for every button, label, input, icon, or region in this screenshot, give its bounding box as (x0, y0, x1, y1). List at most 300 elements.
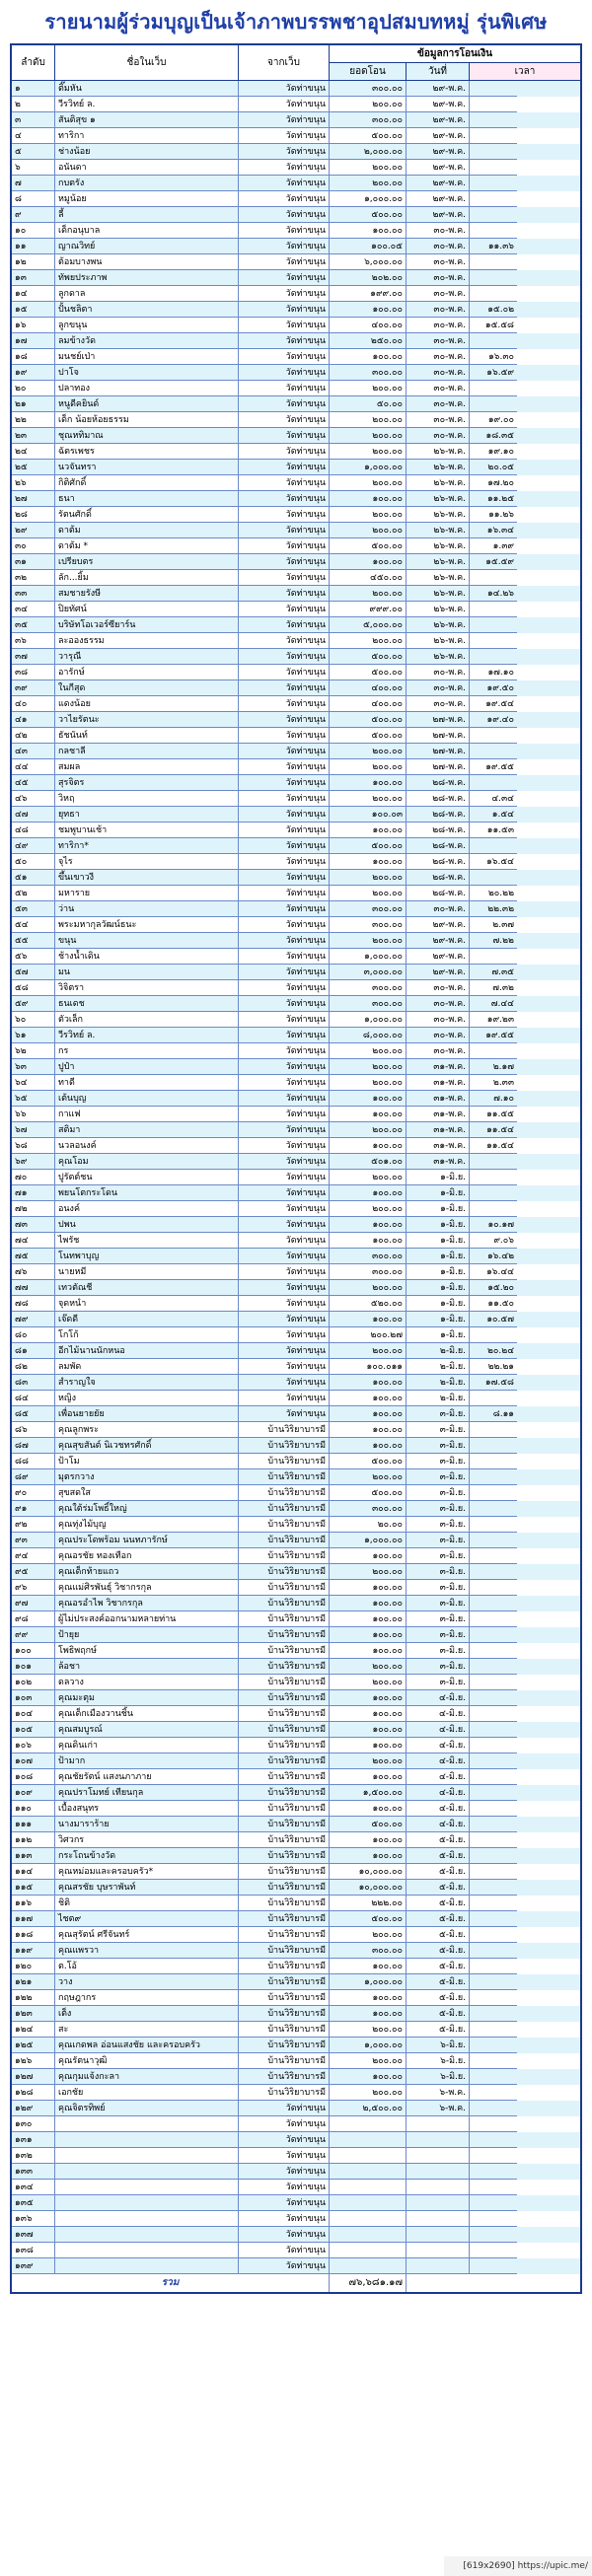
row-amount: ๒๐๐.๐๐ (330, 870, 407, 886)
row-no: ๑๘ (12, 349, 55, 365)
row-name: ปลาทอง (55, 381, 239, 396)
table-row (12, 949, 580, 965)
row-date: ๕-มิ.ย. (407, 1943, 470, 1959)
row-from: วัดท่าขนุน (239, 1264, 330, 1280)
row-name: คุณอรอำไพ วิชากรกุล (55, 1596, 239, 1611)
row-amount: ๒๐๐.๐๐ (330, 1201, 407, 1217)
row-from: วัดท่าขนุน (239, 1138, 330, 1154)
row-amount: ๑๐๐.๐๐ (330, 1738, 407, 1753)
row-from: บ้านวิริยาบารมี (239, 1864, 330, 1880)
row-no: ๑๙ (12, 365, 55, 381)
row-no: ๙ (12, 207, 55, 223)
table-row (12, 523, 580, 538)
row-amount: ๒๐๐.๐๐ (330, 523, 407, 538)
row-from: บ้านวิริยาบารมี (239, 2085, 330, 2101)
row-from: วัดท่าขนุน (239, 239, 330, 254)
row-from: วัดท่าขนุน (239, 270, 330, 286)
row-amount: ๒๐.๐๐ (330, 1517, 407, 1533)
row-date: ๓-มิ.ย. (407, 1643, 470, 1659)
row-name: เพื่อนยายยัย (55, 1406, 239, 1422)
row-name: คุณหม่อมและครอบครัว* (55, 1864, 239, 1880)
row-from: วัดท่าขนุน (239, 444, 330, 460)
row-no: ๘๗ (12, 1438, 55, 1454)
table-row (12, 586, 580, 602)
table-row (12, 1469, 580, 1485)
row-amount: ๑๐๐.๐๐ (330, 1848, 407, 1864)
row-amount: ๑๐๐.๐๐ (330, 1611, 407, 1627)
row-name: ล้อชา (55, 1659, 239, 1675)
row-amount (330, 2227, 407, 2243)
row-name: เทวตัณชี (55, 1280, 239, 1296)
row-no: ๗๙ (12, 1312, 55, 1327)
row-time (470, 176, 517, 191)
row-name: อีกไม้นานนักหนอ (55, 1343, 239, 1359)
row-date: ๒๖-พ.ค. (407, 633, 470, 649)
row-amount: ๓๐๐.๐๐ (330, 1264, 407, 1280)
row-time: ๑๕.๐๒ (470, 302, 517, 318)
row-amount: ๑๐๐.๐๐ (330, 1722, 407, 1738)
row-name: ลมข้างวัด (55, 333, 239, 349)
row-amount: ๓๐๐.๐๐ (330, 1249, 407, 1264)
row-date (407, 2148, 470, 2164)
row-from: บ้านวิริยาบารมี (239, 2022, 330, 2038)
row-name: ลูกดาล (55, 286, 239, 302)
row-date: ๑-มิ.ย. (407, 1327, 470, 1343)
row-amount: ๒๐๐.๐๐ (330, 886, 407, 901)
table-row (12, 365, 580, 381)
row-time (470, 1769, 517, 1785)
table-row (12, 2053, 580, 2069)
row-time: ๗.๓๒ (470, 980, 517, 996)
row-from: วัดท่าขนุน (239, 1249, 330, 1264)
table-row (12, 302, 580, 318)
row-name: ฉัตรเพชร (55, 444, 239, 460)
row-amount (330, 2258, 407, 2274)
row-from: วัดท่าขนุน (239, 2195, 330, 2211)
row-from: วัดท่าขนุน (239, 2243, 330, 2258)
row-time: ๒๐.๐๕ (470, 460, 517, 475)
row-name: ลมพัด (55, 1359, 239, 1375)
row-amount (330, 2211, 407, 2227)
row-time: ๑๙.๑๐ (470, 444, 517, 460)
row-from: บ้านวิริยาบารมี (239, 1753, 330, 1769)
row-date: ๒๘-พ.ค. (407, 807, 470, 823)
table-row (12, 2258, 580, 2274)
table-row (12, 1817, 580, 1832)
row-date: ๕-มิ.ย. (407, 1832, 470, 1848)
row-from: บ้านวิริยาบารมี (239, 1769, 330, 1785)
row-from: วัดท่าขนุน (239, 523, 330, 538)
row-name: เต้นบุญ (55, 1091, 239, 1107)
row-from: วัดท่าขนุน (239, 381, 330, 396)
row-amount: ๒๐๐.๐๐ (330, 1469, 407, 1485)
row-amount: ๑๐๐.๐๐ (330, 1438, 407, 1454)
row-from: วัดท่าขนุน (239, 665, 330, 680)
row-no: ๗๕ (12, 1249, 55, 1264)
row-date: ๒๙-พ.ค. (407, 176, 470, 191)
row-no: ๑๑๔ (12, 1864, 55, 1880)
row-amount: ๒๐๐.๐๐ (330, 381, 407, 396)
row-from: วัดท่าขนุน (239, 491, 330, 507)
row-amount: ๑๐๐.๐๐ (330, 223, 407, 239)
row-date: ๓๐-พ.ค. (407, 333, 470, 349)
row-from: วัดท่าขนุน (239, 2180, 330, 2195)
row-time: ๑๑.๒๕ (470, 491, 517, 507)
row-name: อารักษ์ (55, 665, 239, 680)
row-amount: ๒๐๐.๐๐ (330, 1675, 407, 1690)
table-row (12, 1690, 580, 1706)
row-from: วัดท่าขนุน (239, 428, 330, 444)
table-row (12, 1896, 580, 1911)
row-amount: ๑๐๐.๐๐ (330, 1627, 407, 1643)
table-row (12, 1343, 580, 1359)
row-name: ธนเดช (55, 996, 239, 1012)
row-date: ๓๐-พ.ค. (407, 996, 470, 1012)
row-amount: ๒๐๐.๐๐ (330, 1280, 407, 1296)
row-date: ๓๑-พ.ค. (407, 1107, 470, 1122)
row-from: วัดท่าขนุน (239, 396, 330, 412)
row-no: ๑๑๙ (12, 1943, 55, 1959)
row-date: ๒๙-พ.ค. (407, 112, 470, 128)
row-time (470, 870, 517, 886)
header-date: วันที่ (407, 63, 470, 81)
row-time: ๑๙.๕๔ (470, 696, 517, 712)
row-name (55, 2258, 239, 2274)
row-name (55, 2195, 239, 2211)
row-date: ๒๖-พ.ค. (407, 554, 470, 570)
row-from: วัดท่าขนุน (239, 823, 330, 838)
row-time: ๑๕.๒๐ (470, 1280, 517, 1296)
row-amount: ๒๐๐.๐๐ (330, 1753, 407, 1769)
table-row (12, 428, 580, 444)
row-name: คุณมะตุม (55, 1690, 239, 1706)
row-from: วัดท่าขนุน (239, 365, 330, 381)
row-name: คุณอรชัย ทองเทือก (55, 1548, 239, 1564)
row-from: วัดท่าขนุน (239, 538, 330, 554)
total-label: รวม (12, 2274, 330, 2292)
row-date: ๕-มิ.ย. (407, 1911, 470, 1927)
row-no: ๙๑ (12, 1501, 55, 1517)
row-time (470, 381, 517, 396)
row-no: ๙๘ (12, 1611, 55, 1627)
row-from: วัดท่าขนุน (239, 649, 330, 665)
row-no: ๗๔ (12, 1233, 55, 1249)
row-no: ๑๓๒ (12, 2148, 55, 2164)
row-name: คุณสุขสันต์ นิเวชทรศักดิ์ (55, 1438, 239, 1454)
row-date: ๒๙-พ.ค. (407, 144, 470, 160)
row-name: วีรวิทย์ ล. (55, 1028, 239, 1043)
row-name: ทัพยประภาพ (55, 270, 239, 286)
row-time (470, 1927, 517, 1943)
row-from: บ้านวิริยาบารมี (239, 2053, 330, 2069)
row-amount: ๒๐๐.๐๐ (330, 933, 407, 949)
row-name: กาแฟ (55, 1107, 239, 1122)
row-amount: ๑๐๐.๐๐ (330, 1690, 407, 1706)
row-date: ๕-มิ.ย. (407, 1848, 470, 1864)
row-from: วัดท่าขนุน (239, 1359, 330, 1375)
row-no: ๖๘ (12, 1138, 55, 1154)
row-time (470, 2085, 517, 2101)
table-row (12, 649, 580, 665)
row-name: เอกชัย (55, 2085, 239, 2101)
row-no: ๑๒ (12, 254, 55, 270)
row-time: ๑๕.๕๙ (470, 554, 517, 570)
row-no: ๑ (12, 81, 55, 97)
row-name: ลูกขนุน (55, 318, 239, 333)
donor-table (10, 43, 582, 2294)
row-no: ๑๑๘ (12, 1927, 55, 1943)
table-row (12, 1122, 580, 1138)
row-date: ๓๐-พ.ค. (407, 1043, 470, 1059)
row-name: กฤษฎากร (55, 1990, 239, 2006)
row-date: ๓-มิ.ย. (407, 1564, 470, 1580)
row-from: วัดท่าขนุน (239, 1059, 330, 1075)
row-from: บ้านวิริยาบารมี (239, 1469, 330, 1485)
row-from: วัดท่าขนุน (239, 2164, 330, 2180)
row-no: ๑๒๔ (12, 2022, 55, 2038)
row-date: ๔-มิ.ย. (407, 1690, 470, 1706)
row-name: มุตรกวาง (55, 1469, 239, 1485)
row-amount (330, 2195, 407, 2211)
row-time (470, 1801, 517, 1817)
row-time (470, 1627, 517, 1643)
row-from: บ้านวิริยาบารมี (239, 1817, 330, 1832)
table-row (12, 712, 580, 728)
table-row (12, 1028, 580, 1043)
row-time (470, 1880, 517, 1896)
row-date: ๖-มิ.ย. (407, 2069, 470, 2085)
row-from: บ้านวิริยาบารมี (239, 1580, 330, 1596)
row-name: ทาริกา* (55, 838, 239, 854)
row-time (470, 2258, 517, 2274)
row-name: คุณโอม (55, 1154, 239, 1170)
row-from: วัดท่าขนุน (239, 602, 330, 617)
row-from: วัดท่าขนุน (239, 97, 330, 112)
row-name: ดาต้ม (55, 523, 239, 538)
table-row (12, 570, 580, 586)
row-time: ๑๗.๕๘ (470, 1375, 517, 1391)
row-time (470, 2180, 517, 2195)
row-name: มหาราย (55, 886, 239, 901)
row-from: วัดท่าขนุน (239, 933, 330, 949)
row-name: คุณแพรวา (55, 1943, 239, 1959)
row-from: วัดท่าขนุน (239, 1170, 330, 1185)
row-from: วัดท่าขนุน (239, 791, 330, 807)
row-from: บ้านวิริยาบารมี (239, 2006, 330, 2022)
row-time (470, 1832, 517, 1848)
row-time: ๑.๕๔ (470, 807, 517, 823)
row-time (470, 333, 517, 349)
row-time: ๗.๔๔ (470, 996, 517, 1012)
row-date: ๓-มิ.ย. (407, 1469, 470, 1485)
row-no: ๙๕ (12, 1564, 55, 1580)
row-from: วัดท่าขนุน (239, 870, 330, 886)
row-amount: ๙๙๙.๐๐ (330, 602, 407, 617)
row-time (470, 1517, 517, 1533)
row-time (470, 1580, 517, 1596)
table-row (12, 2022, 580, 2038)
row-date: ๒๖-พ.ค. (407, 538, 470, 554)
row-from: วัดท่าขนุน (239, 586, 330, 602)
table-row (12, 633, 580, 649)
row-name: หญิง (55, 1391, 239, 1406)
row-time: ๑๑.๕๓ (470, 823, 517, 838)
row-no: ๓๑ (12, 554, 55, 570)
row-from: วัดท่าขนุน (239, 160, 330, 176)
row-time (470, 728, 517, 744)
row-no: ๒๖ (12, 475, 55, 491)
row-no: ๑๐๑ (12, 1659, 55, 1675)
row-no: ๑๕ (12, 302, 55, 318)
row-no: ๘๓ (12, 1375, 55, 1391)
row-from: วัดท่าขนุน (239, 1327, 330, 1343)
row-date: ๒๙-พ.ค. (407, 128, 470, 144)
row-name: วิศวกร (55, 1832, 239, 1848)
row-date: ๖-พ.ค. (407, 2101, 470, 2116)
table-row (12, 696, 580, 712)
row-name: แดงน้อย (55, 696, 239, 712)
row-no: ๕๘ (12, 980, 55, 996)
row-date: ๒๙-พ.ค. (407, 191, 470, 207)
table-row (12, 412, 580, 428)
row-date: ๔-มิ.ย. (407, 1801, 470, 1817)
row-date: ๑-มิ.ย. (407, 1264, 470, 1280)
row-time (470, 2053, 517, 2069)
row-time (470, 97, 517, 112)
row-from: บ้านวิริยาบารมี (239, 1690, 330, 1706)
row-date: ๓-มิ.ย. (407, 1659, 470, 1675)
row-no: ๓๔ (12, 602, 55, 617)
table-row (12, 2195, 580, 2211)
row-name: ตัวเล็ก (55, 1012, 239, 1028)
row-no: ๑๐๐ (12, 1643, 55, 1659)
row-amount: ๑๐๐.๐๐ (330, 1643, 407, 1659)
row-date: ๒๘-พ.ค. (407, 870, 470, 886)
row-name: คุณเด็กเมืองวานชิ้น (55, 1706, 239, 1722)
row-from: บ้านวิริยาบารมี (239, 1454, 330, 1469)
row-from: วัดท่าขนุน (239, 728, 330, 744)
row-amount (330, 2148, 407, 2164)
row-amount: ๑๐๐.๐๐ (330, 1990, 407, 2006)
row-name: คุณสรชัย บุษราพันท์ (55, 1880, 239, 1896)
row-date: ๒๖-พ.ค. (407, 602, 470, 617)
row-time (470, 2211, 517, 2227)
row-date: ๕-มิ.ย. (407, 1896, 470, 1911)
row-date: ๓๑-พ.ค. (407, 1122, 470, 1138)
row-time: ๒๒.๓๒ (470, 901, 517, 917)
table-row (12, 1043, 580, 1059)
row-from: บ้านวิริยาบารมี (239, 1659, 330, 1675)
row-from: วัดท่าขนุน (239, 1012, 330, 1028)
table-row (12, 933, 580, 949)
row-time (470, 838, 517, 854)
row-time (470, 1185, 517, 1201)
row-amount: ๒,๕๐๐.๐๐ (330, 2101, 407, 2116)
row-no: ๙๖ (12, 1580, 55, 1596)
row-date: ๑-มิ.ย. (407, 1217, 470, 1233)
row-date: ๓๐-พ.ค. (407, 1012, 470, 1028)
row-date: ๓-มิ.ย. (407, 1580, 470, 1596)
table-row (12, 2148, 580, 2164)
row-date: ๓๐-พ.ค. (407, 1028, 470, 1043)
row-name: ไพรัช (55, 1233, 239, 1249)
row-no: ๘๔ (12, 1391, 55, 1406)
row-name: ปูป๋า (55, 1059, 239, 1075)
row-no: ๘๙ (12, 1469, 55, 1485)
row-name: ปาโจ (55, 365, 239, 381)
row-no: ๑๓ (12, 270, 55, 286)
row-date: ๕-มิ.ย. (407, 1864, 470, 1880)
row-no: ๔๔ (12, 759, 55, 775)
row-name: จุไร (55, 854, 239, 870)
row-from: วัดท่าขนุน (239, 901, 330, 917)
row-time (470, 1817, 517, 1832)
row-name: พยนโตกระโดน (55, 1185, 239, 1201)
table-row (12, 1627, 580, 1643)
table-row (12, 854, 580, 870)
table-row (12, 1959, 580, 1974)
row-name: จุดหนำ (55, 1296, 239, 1312)
row-amount: ๒๐๐.๐๐ (330, 97, 407, 112)
row-from: วัดท่าขนุน (239, 1122, 330, 1138)
row-time (470, 1738, 517, 1753)
row-time (470, 2116, 517, 2132)
row-name: เด็กอนุบาล (55, 223, 239, 239)
row-no: ๕๖ (12, 949, 55, 965)
row-time: ๗.๒๒ (470, 933, 517, 949)
row-name: ลัก...ยิ้ม (55, 570, 239, 586)
row-name: กลชาลี (55, 744, 239, 759)
table-row (12, 1611, 580, 1627)
table-row (12, 1406, 580, 1422)
row-name: ป้ามาก (55, 1753, 239, 1769)
row-date: ๓๑-พ.ค. (407, 1075, 470, 1091)
table-row (12, 1943, 580, 1959)
row-from: วัดท่าขนุน (239, 996, 330, 1012)
table-row (12, 1391, 580, 1406)
row-time (470, 1959, 517, 1974)
row-time (470, 2195, 517, 2211)
row-time: ๑๔.๒๖ (470, 586, 517, 602)
row-no: ๑๓๕ (12, 2195, 55, 2211)
row-time: ๑๖.๕๔ (470, 854, 517, 870)
row-time: ๑๑.๕๐ (470, 1296, 517, 1312)
row-date (407, 2211, 470, 2227)
row-time (470, 2038, 517, 2053)
row-amount: ๓๐๐.๐๐ (330, 901, 407, 917)
row-amount: ๒๒๒.๐๐ (330, 1896, 407, 1911)
row-date: ๓-มิ.ย. (407, 1438, 470, 1454)
row-date: ๓-มิ.ย. (407, 1501, 470, 1517)
row-from: บ้านวิริยาบารมี (239, 1943, 330, 1959)
row-time (470, 144, 517, 160)
table-row (12, 207, 580, 223)
row-name: บริษัทโอเวอร์ซียาร์น (55, 617, 239, 633)
row-date: ๒๙-พ.ค. (407, 933, 470, 949)
row-amount: ๑,๕๐๐.๐๐ (330, 1785, 407, 1801)
row-time (470, 128, 517, 144)
row-name: คุณชัยรัตน์ แสงนภาภาย (55, 1769, 239, 1785)
row-no: ๑๒๘ (12, 2085, 55, 2101)
row-amount: ๒๐๐.๐๐ (330, 1043, 407, 1059)
row-no: ๕๒ (12, 886, 55, 901)
table-row (12, 728, 580, 744)
row-no: ๒ (12, 97, 55, 112)
row-name: ขึ้นเขาวงี (55, 870, 239, 886)
row-no: ๙๔ (12, 1548, 55, 1564)
row-amount: ๑๐๐.๐๐ (330, 1091, 407, 1107)
row-name: สติมา (55, 1122, 239, 1138)
